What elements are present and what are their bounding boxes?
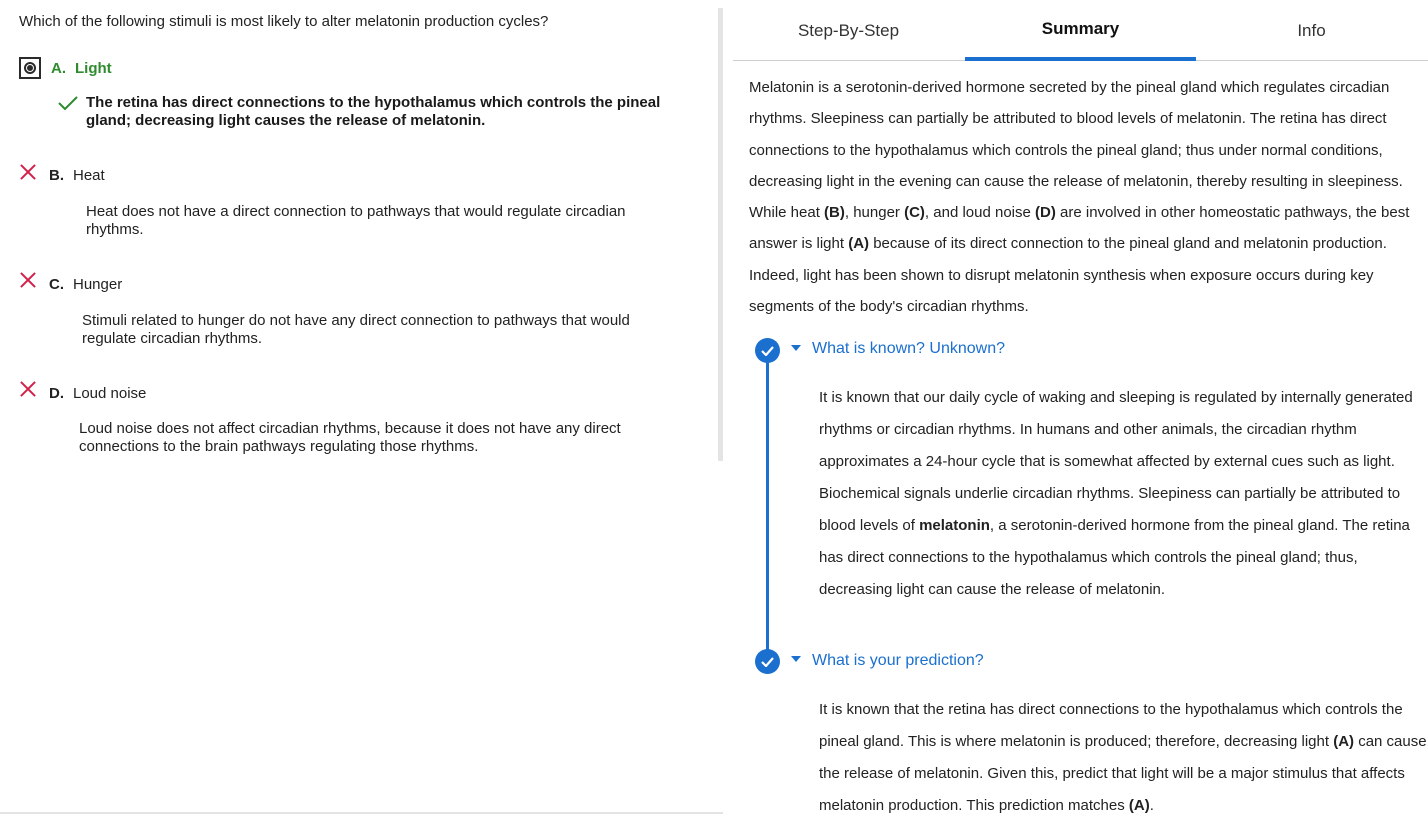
caret-down-icon[interactable] (791, 656, 801, 662)
step-1-bold: melatonin (919, 517, 990, 534)
step-2-part: can cause the release of melatonin. Given this, predict that light will be a major stimulus that affects melatonin production. This prediction matches (819, 733, 1427, 814)
summary-bold-d: (D) (1035, 204, 1056, 222)
step-1-title[interactable]: What is known? Unknown? (812, 340, 1005, 357)
step-2-title[interactable]: What is your prediction? (812, 652, 984, 669)
selected-radio-icon[interactable] (19, 57, 41, 79)
option-a-explanation: The retina has direct connections to the hypothalamus which controls the pineal gland; decreasing light causes the release of melatonin. (86, 94, 661, 129)
tab-step-by-step[interactable]: Step-By-Step (797, 20, 900, 40)
option-b[interactable] (49, 167, 105, 184)
summary-text (749, 72, 1425, 322)
option-c-explanation: Stimuli related to hunger do not have any direct connection to pathways that would regulate circadian rhythms. (82, 312, 630, 347)
option-c-text: Hunger (73, 276, 123, 293)
option-c-letter: C. (49, 276, 64, 293)
summary-bold-c: (C) (904, 204, 925, 222)
caret-down-icon[interactable] (791, 345, 801, 351)
correct-check-icon (58, 96, 78, 110)
step-timeline (766, 350, 769, 662)
summary-part: , hunger (844, 204, 905, 222)
incorrect-x-icon (19, 163, 37, 181)
summary-part: because of its direct connection to the pineal gland and melatonin production. Indeed, light has been shown to disrupt melatonin synthesis when exposure occurs during key segments of the body's circadian rhythms. (749, 235, 1387, 316)
option-b-text: Heat (73, 167, 105, 184)
option-b-explanation: Heat does not have a direct connection to pathways that would regulate circadian rhythms. (86, 203, 626, 238)
option-c[interactable] (49, 276, 122, 293)
tab-bar (733, 0, 1428, 61)
step-1-part: , a serotonin-derived hormone from the pineal gland. The retina has direct connections to the hypothalamus which controls the pineal gland; thus, decreasing light can cause the release of melatonin. (819, 517, 1410, 598)
tab-summary[interactable]: Summary (965, 0, 1196, 61)
option-a[interactable] (19, 57, 112, 79)
summary-bold-b: (B) (824, 204, 845, 222)
step-2-bold: (A) (1128, 797, 1150, 814)
option-a-text: Light (75, 59, 112, 77)
step-2-part: It is known that the retina has direct connections to the hypothalamus which controls the pineal gland. This is where melatonin is produced; therefore, decreasing light (819, 701, 1403, 750)
option-d-explanation: Loud noise does not affect circadian rhythms, because it does not have any direct connections to the brain pathways regulating those rhythms. (79, 420, 621, 455)
option-a-letter: A. (51, 59, 66, 77)
option-d-letter: D. (49, 385, 64, 402)
incorrect-x-icon (19, 271, 37, 289)
bottom-divider (0, 812, 723, 814)
summary-part: Melatonin is a serotonin-derived hormone secreted by the pineal gland which regulates circadian rhythms. Sleepiness can partially be attributed to blood levels of melatonin. The retina has direct connections to the hypothalamus which controls the pineal gland; thus under normal conditions, decreasing light in the evening can cause the release of melatonin, thereby resulting in sleepiness. While heat (749, 79, 1403, 222)
question-stem: Which of the following stimuli is most likely to alter melatonin production cycles? (19, 13, 549, 30)
summary-part: are involved in other homeostatic pathways, the best answer is light (749, 204, 1410, 253)
option-b-letter: B. (49, 167, 64, 184)
summary-bold-a: (A) (848, 235, 870, 253)
panel-divider[interactable] (718, 8, 723, 461)
step-complete-check-icon (755, 338, 780, 363)
step-complete-check-icon (755, 649, 780, 674)
step-1-part: It is known that our daily cycle of waking and sleeping is regulated by internally generated rhythms or circadian rhythms. In humans and other animals, the circadian rhythm approximates a 24-hour cycle that is somewhat affected by external cues such as light. Biochemical signals underlie circadian rhythms. Sleepiness can partially be attributed to blood levels of (819, 389, 1413, 534)
incorrect-x-icon (19, 380, 37, 398)
option-d[interactable] (49, 385, 146, 402)
step-2-part: . (1149, 797, 1154, 814)
summary-part: , and loud noise (924, 204, 1036, 222)
step-2-body (819, 694, 1428, 815)
option-d-text: Loud noise (73, 385, 147, 402)
step-1-body (819, 382, 1428, 606)
step-2-bold: (A) (1333, 733, 1355, 750)
tab-info[interactable]: Info (1297, 20, 1326, 40)
explanation-panel (733, 0, 1428, 815)
